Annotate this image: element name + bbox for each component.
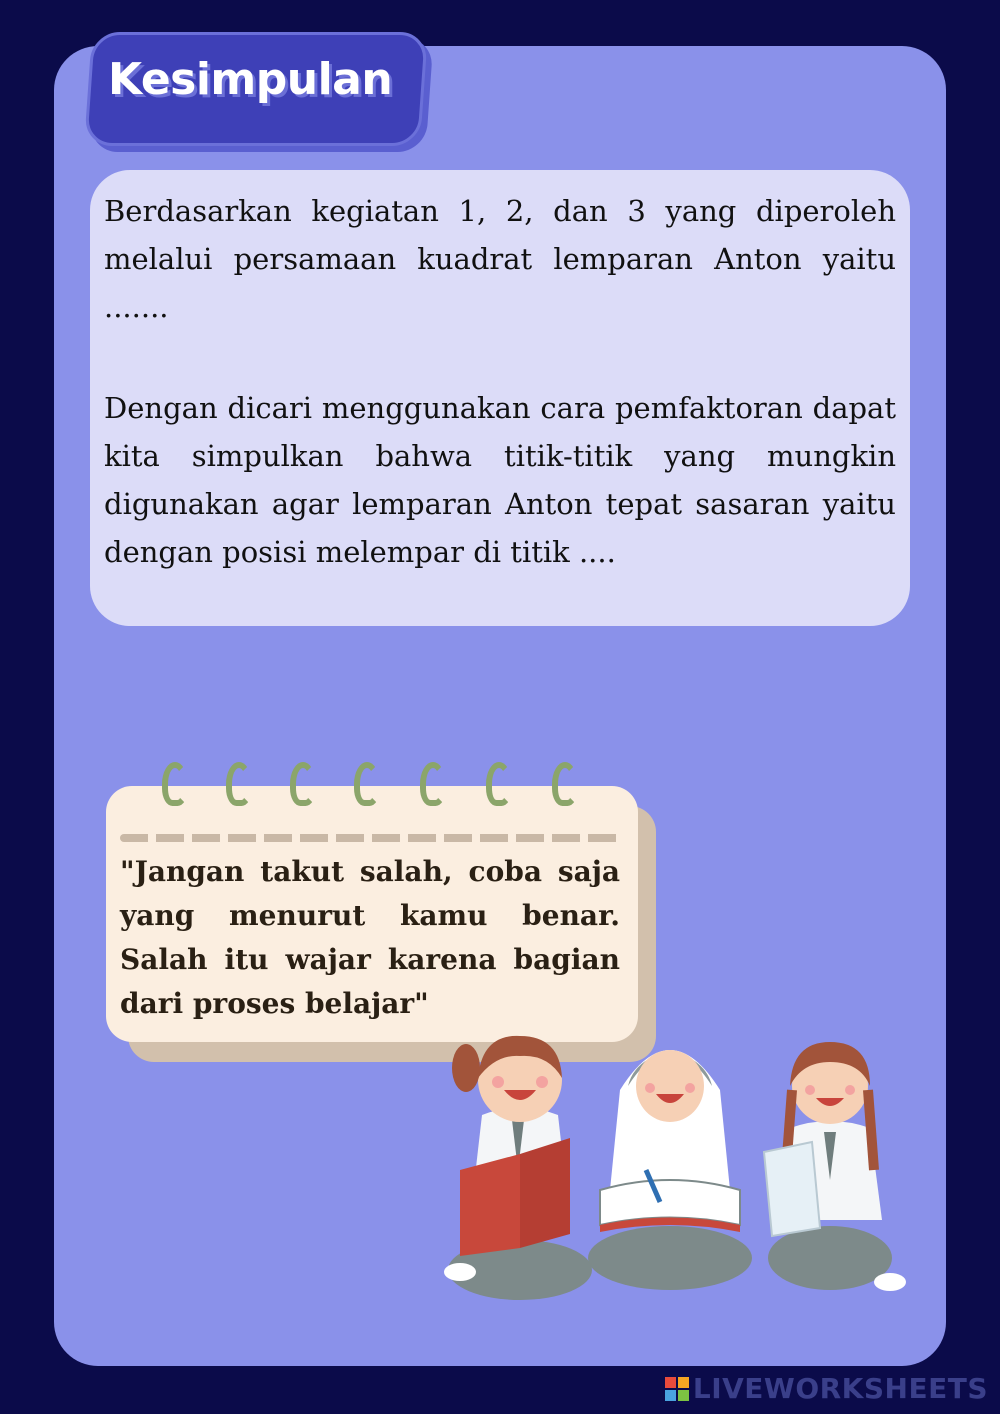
spiral-ring-icon [486, 762, 512, 806]
spiral-ring-icon [226, 762, 252, 806]
spiral-ring-icon [162, 762, 188, 806]
spiral-ring-icon [420, 762, 446, 806]
note-dashed-line [120, 834, 624, 842]
liveworksheets-logo-icon [665, 1377, 689, 1401]
liveworksheets-watermark [665, 1372, 988, 1405]
student-right [764, 1042, 906, 1291]
students-reading-illustration [420, 1020, 920, 1320]
spiral-ring-icon [290, 762, 316, 806]
spiral-ring-icon [354, 762, 380, 806]
conclusion-paragraph-2: Dengan dicari menggunakan cara pemfaktoran dapat kita simpulkan bahwa titik-titik yang mungkin digunakan agar lemparan Anton tepat sasaran yaitu dengan posisi melempar di titik .... [104, 391, 896, 569]
student-middle [588, 1050, 752, 1290]
page-title: Kesimpulan [108, 54, 393, 105]
watermark-text: LIVEWORKSHEETS [692, 1372, 988, 1405]
spiral-ring-icon [552, 762, 578, 806]
student-left [444, 1036, 592, 1300]
motivation-quote: "Jangan takut salah, coba saja yang menurut kamu benar. Salah itu wajar karena bagian dari proses belajar" [120, 855, 620, 1020]
conclusion-paragraph-1: Berdasarkan kegiatan 1, 2, dan 3 yang diperoleh melalui persamaan kuadrat lemparan Anton yaitu ....... [104, 194, 896, 324]
